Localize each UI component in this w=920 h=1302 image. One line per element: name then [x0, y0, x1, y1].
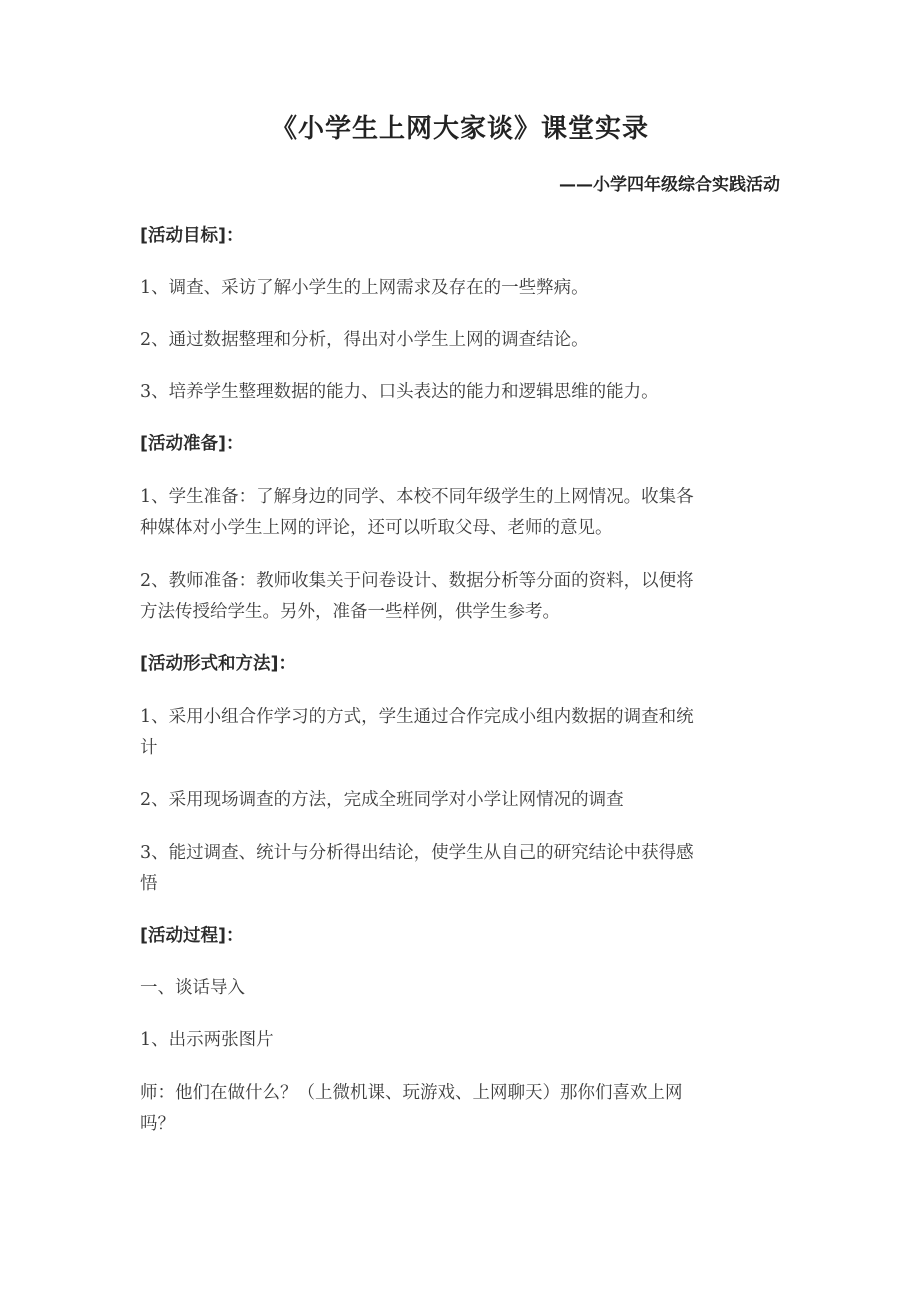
goal-item-2: 2、通过数据整理和分析，得出对小学生上网的调查结论。 [140, 330, 589, 350]
prep-item-1-line-1: 1、学生准备：了解身边的同学、本校不同年级学生的上网情况。收集各 [140, 487, 694, 507]
method-item-3-line-1: 3、能过调查、统计与分析得出结论，使学生从自己的研究结论中获得感 [140, 843, 694, 863]
process-heading: [活动过程]： [140, 926, 244, 946]
process-item-1: 1、出示两张图片 [140, 1030, 274, 1050]
process-step-1: 一、谈话导入 [140, 978, 245, 998]
method-item-1-line-2: 计 [140, 738, 158, 758]
dialogue-line-1: 师：他们在做什么？（上微机课、玩游戏、上网聊天）那你们喜欢上网 [140, 1083, 683, 1103]
prep-item-2-line-1: 2、教师准备：教师收集关于问卷设计、数据分析等分面的资料，以便将 [140, 571, 694, 591]
goal-item-1: 1、调查、采访了解小学生的上网需求及存在的一些弊病。 [140, 278, 589, 298]
document-subtitle: ——小学四年级综合实践活动 [559, 175, 780, 195]
method-item-1-line-1: 1、采用小组合作学习的方式，学生通过合作完成小组内数据的调查和统 [140, 707, 694, 727]
method-item-2: 2、采用现场调查的方法，完成全班同学对小学让网情况的调查 [140, 790, 624, 810]
method-item-3-line-2: 悟 [140, 874, 158, 894]
prep-item-2-line-2: 方法传授给学生。另外，准备一些样例，供学生参考。 [140, 602, 560, 622]
goals-heading: [活动目标]： [140, 226, 244, 246]
goal-item-3: 3、培养学生整理数据的能力、口头表达的能力和逻辑思维的能力。 [140, 382, 659, 402]
document-title: 《小学生上网大家谈》课堂实录 [270, 114, 649, 144]
prep-heading: [活动准备]： [140, 434, 244, 454]
method-heading: [活动形式和方法]： [140, 654, 296, 674]
dialogue-line-2: 吗？ [140, 1114, 175, 1134]
prep-item-1-line-2: 种媒体对小学生上网的评论，还可以听取父母、老师的意见。 [140, 518, 613, 538]
